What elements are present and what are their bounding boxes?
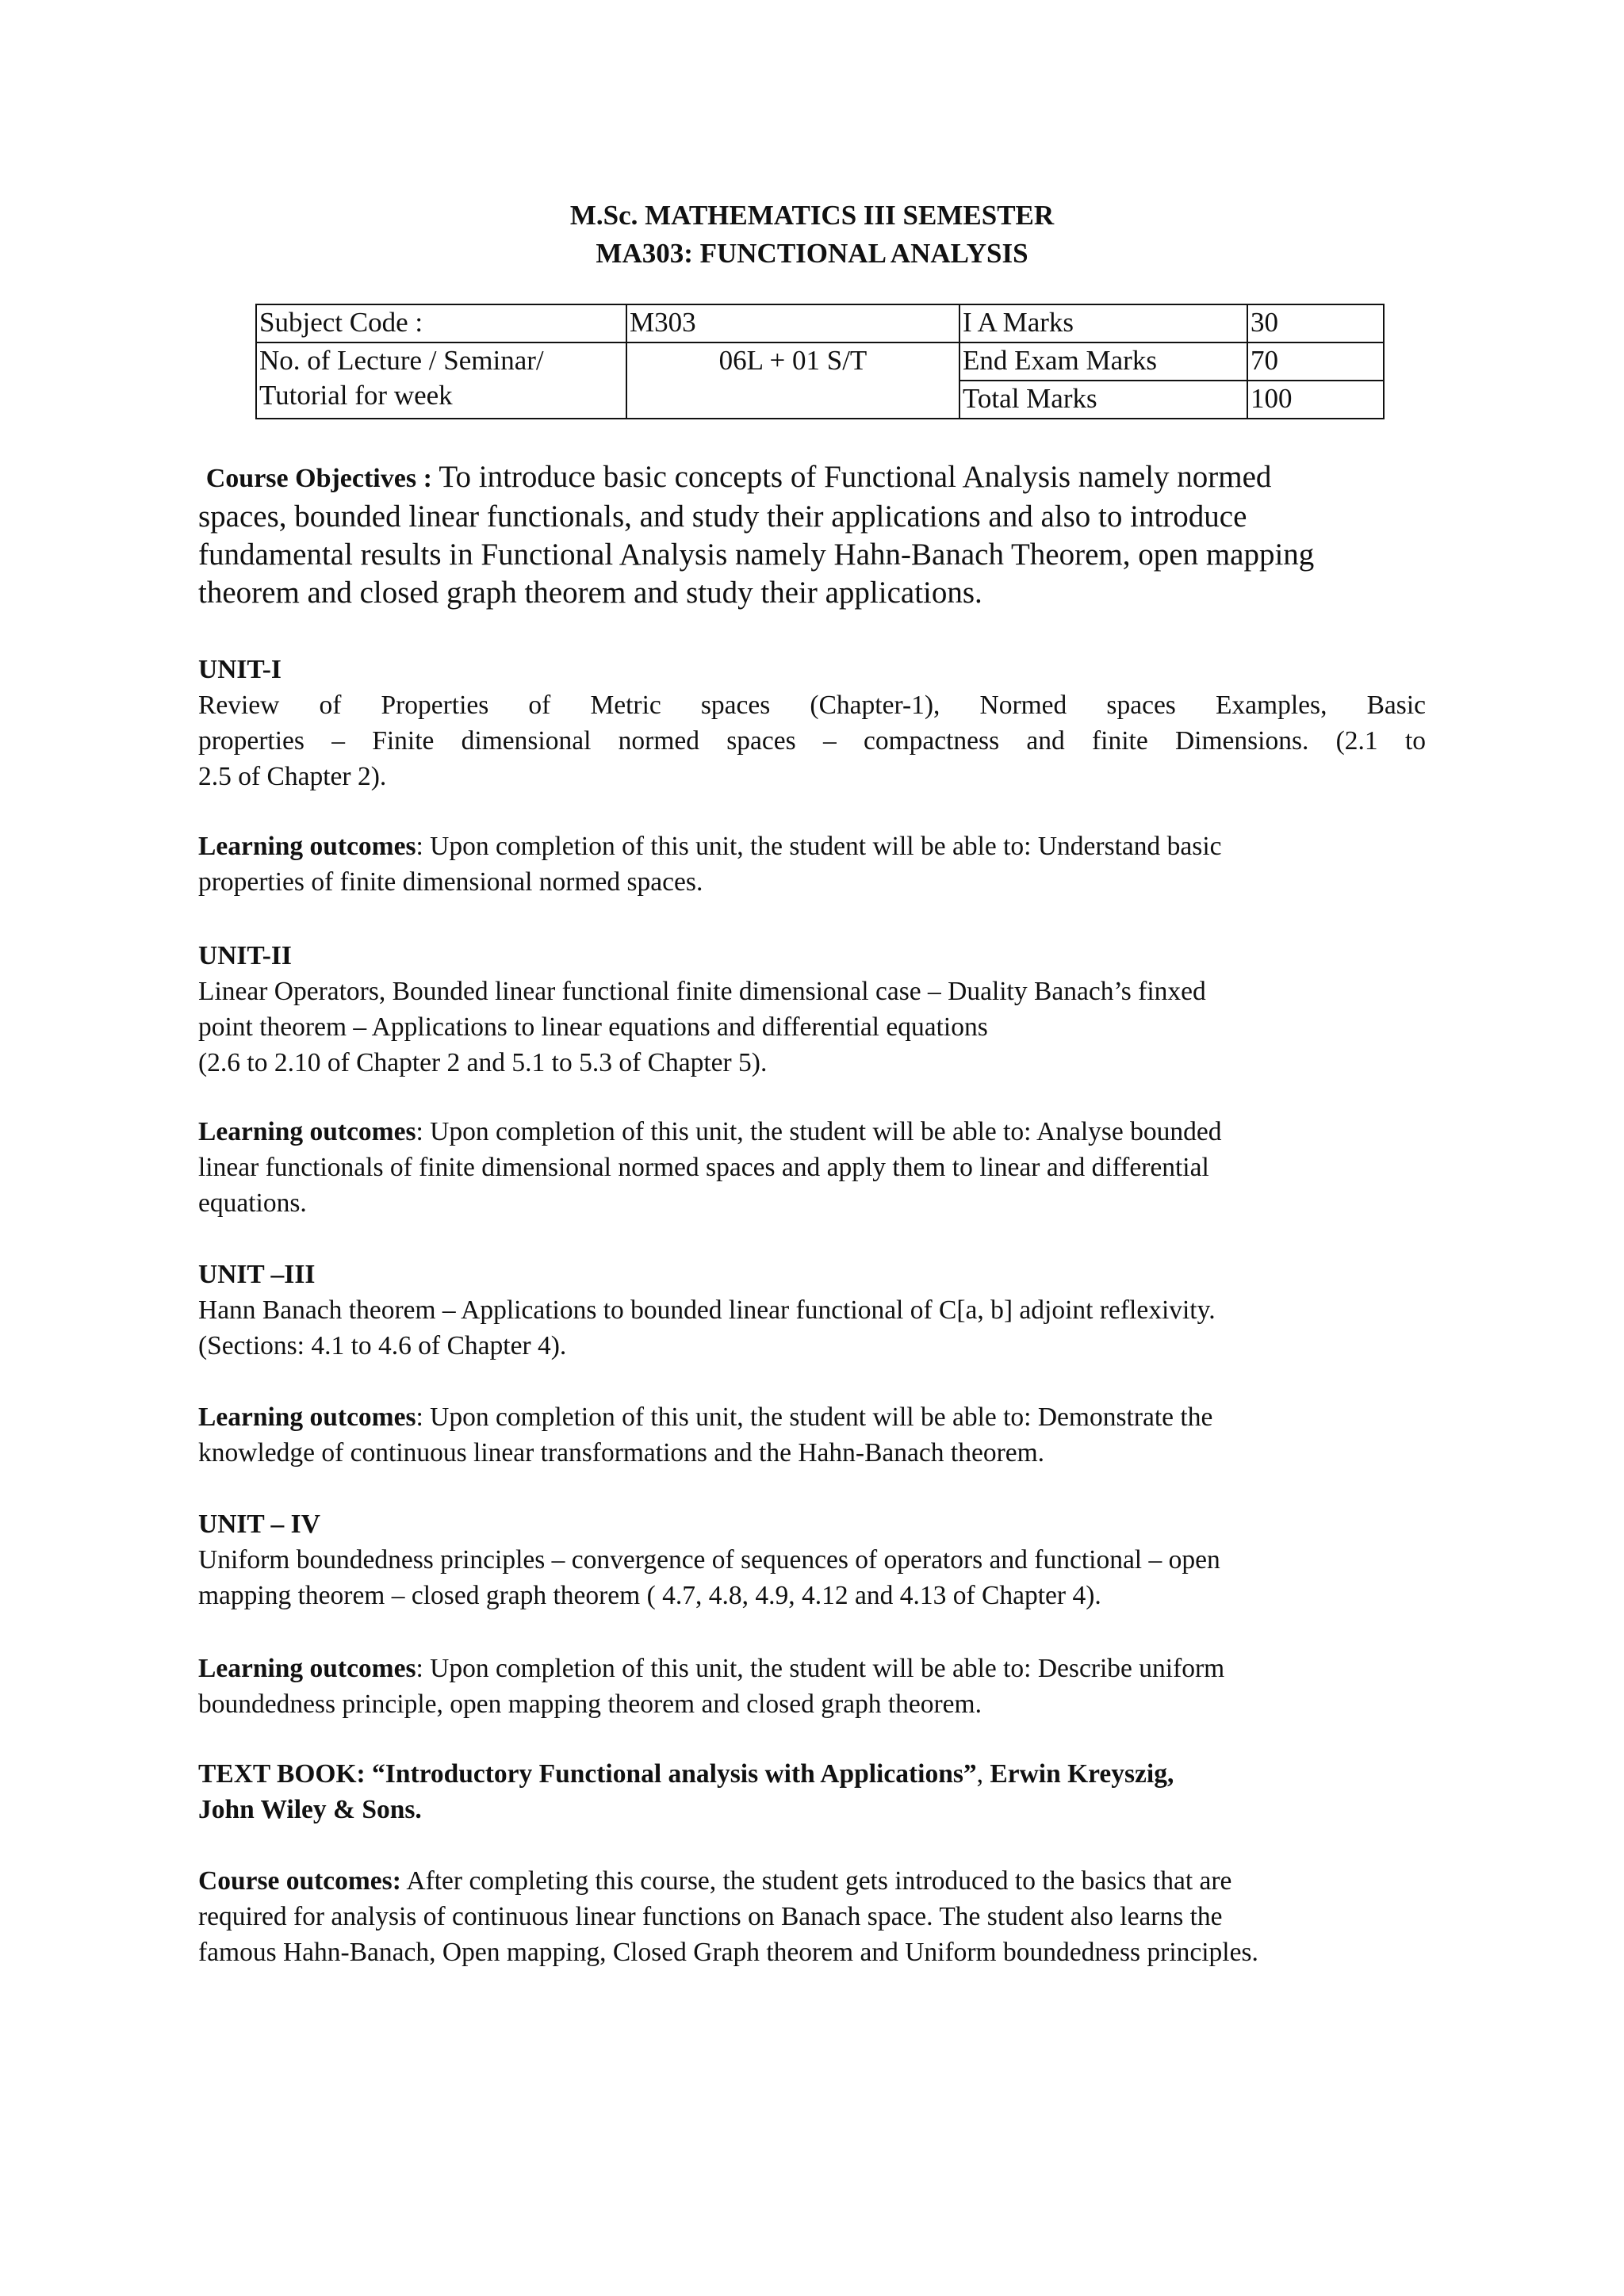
lecture-value: 06L + 01 S/T (626, 342, 959, 419)
ia-marks-value: 30 (1247, 304, 1384, 342)
unit-1 (198, 652, 1426, 794)
text-book-title: TEXT BOOK: “Introductory Functional analysis with Applications” (198, 1759, 977, 1789)
text-book (198, 1756, 1426, 1827)
lecture-label-line: No. of Lecture / Seminar/ (259, 345, 544, 376)
end-exam-label: End Exam Marks (959, 342, 1247, 381)
course-outcomes-text: After completing this course, the student gets introduced to the basics that are (400, 1866, 1232, 1896)
course-outcomes-line (198, 1863, 1443, 1899)
unit-heading: UNIT-I (198, 655, 282, 684)
unit-heading: UNIT-II (198, 941, 292, 970)
outcome-line (198, 1114, 1426, 1150)
text-book-publisher: John Wiley & Sons. (198, 1795, 422, 1824)
unit-4 (198, 1506, 1426, 1613)
course-outcomes-label: Course outcomes: (198, 1866, 401, 1896)
outcome-line: equations. (198, 1188, 307, 1218)
program-title: M.Sc. MATHEMATICS III SEMESTER (569, 200, 1055, 231)
objectives-line (198, 458, 1439, 498)
course-info-table (255, 304, 1385, 419)
subject-code-label: Subject Code : (256, 304, 626, 342)
outcome-line: properties of finite dimensional normed spaces. (198, 867, 703, 897)
text-book-line (198, 1756, 1426, 1792)
unit-1-outcomes (198, 828, 1426, 900)
unit-content-line: properties – Finite dimensional normed spaces – compactness and finite Dimensions. (2.1 to (198, 726, 1426, 756)
outcome-line (198, 1651, 1426, 1686)
outcome-line (198, 1399, 1426, 1435)
lecture-label-line: Tutorial for week (259, 380, 453, 411)
outcome-label: Learning outcomes (198, 1117, 416, 1146)
unit-content-line: Linear Operators, Bounded linear functional finite dimensional case – Duality Banach’s finxed (198, 977, 1206, 1006)
course-outcomes (198, 1863, 1443, 1970)
course-title: MA303: FUNCTIONAL ANALYSIS (596, 238, 1028, 269)
unit-content-line: (Sections: 4.1 to 4.6 of Chapter 4). (198, 1331, 567, 1360)
unit-heading: UNIT –III (198, 1260, 316, 1289)
table-row (256, 342, 1384, 381)
ia-marks-label: I A Marks (959, 304, 1247, 342)
unit-2 (198, 938, 1426, 1081)
objectives-line: spaces, bounded linear functionals, and study their applications and also to introduce (198, 499, 1247, 534)
total-marks-label: Total Marks (959, 381, 1247, 419)
outcome-text: : Upon completion of this unit, the student will be able to: Analyse bounded (416, 1117, 1222, 1146)
unit-content-line: 2.5 of Chapter 2). (198, 762, 387, 791)
outcome-line: knowledge of continuous linear transformations and the Hahn-Banach theorem. (198, 1438, 1045, 1468)
outcome-label: Learning outcomes (198, 1402, 416, 1432)
course-objectives (198, 458, 1439, 612)
end-exam-value: 70 (1247, 342, 1384, 381)
unit-content-line: Uniform boundedness principles – convergence of sequences of operators and functional – open (198, 1545, 1220, 1575)
outcome-line: linear functionals of finite dimensional normed spaces and apply them to linear and differential (198, 1153, 1209, 1182)
outcome-line: boundedness principle, open mapping theorem and closed graph theorem. (198, 1689, 982, 1719)
outcome-text: : Upon completion of this unit, the student will be able to: Describe uniform (416, 1654, 1225, 1683)
unit-3-outcomes (198, 1399, 1426, 1471)
unit-content-line: Review of Properties of Metric spaces (Chapter-1), Normed spaces Examples, Basic (198, 691, 1426, 720)
text-book-separator: , (976, 1759, 990, 1789)
unit-2-outcomes (198, 1114, 1426, 1221)
outcome-text: : Upon completion of this unit, the student will be able to: Understand basic (416, 832, 1222, 861)
subject-code-value: M303 (626, 304, 959, 342)
objectives-line: fundamental results in Functional Analysis namely Hahn-Banach Theorem, open mapping (198, 538, 1315, 572)
course-outcomes-line: required for analysis of continuous linear functions on Banach space. The student also learns the (198, 1902, 1223, 1931)
unit-content-line: Hann Banach theorem – Applications to bounded linear functional of C[a, b] adjoint reflexivity. (198, 1295, 1216, 1325)
table-row (256, 304, 1384, 342)
total-marks-value: 100 (1247, 381, 1384, 419)
outcome-label: Learning outcomes (198, 832, 416, 861)
outcome-line (198, 828, 1426, 864)
unit-content-line: point theorem – Applications to linear equations and differential equations (198, 1012, 988, 1042)
unit-content-line: mapping theorem – closed graph theorem ( 4.7, 4.8, 4.9, 4.12 and 4.13 of Chapter 4). (198, 1581, 1101, 1610)
objectives-line: theorem and closed graph theorem and study their applications. (198, 576, 982, 610)
unit-3 (198, 1257, 1426, 1364)
outcome-text: : Upon completion of this unit, the student will be able to: Demonstrate the (416, 1402, 1213, 1432)
objectives-label: Course Objectives : (205, 464, 439, 493)
unit-content-line: (2.6 to 2.10 of Chapter 2 and 5.1 to 5.3 of Chapter 5). (198, 1048, 768, 1077)
outcome-label: Learning outcomes (198, 1654, 416, 1683)
unit-heading: UNIT – IV (198, 1510, 320, 1539)
course-outcomes-line: famous Hahn-Banach, Open mapping, Closed Graph theorem and Uniform boundedness principles. (198, 1938, 1258, 1967)
text-book-author: Erwin Kreyszig, (990, 1759, 1174, 1789)
lecture-label (256, 342, 626, 419)
unit-4-outcomes (198, 1651, 1426, 1722)
objectives-text: To introduce basic concepts of Functional Analysis namely normed (439, 460, 1272, 494)
